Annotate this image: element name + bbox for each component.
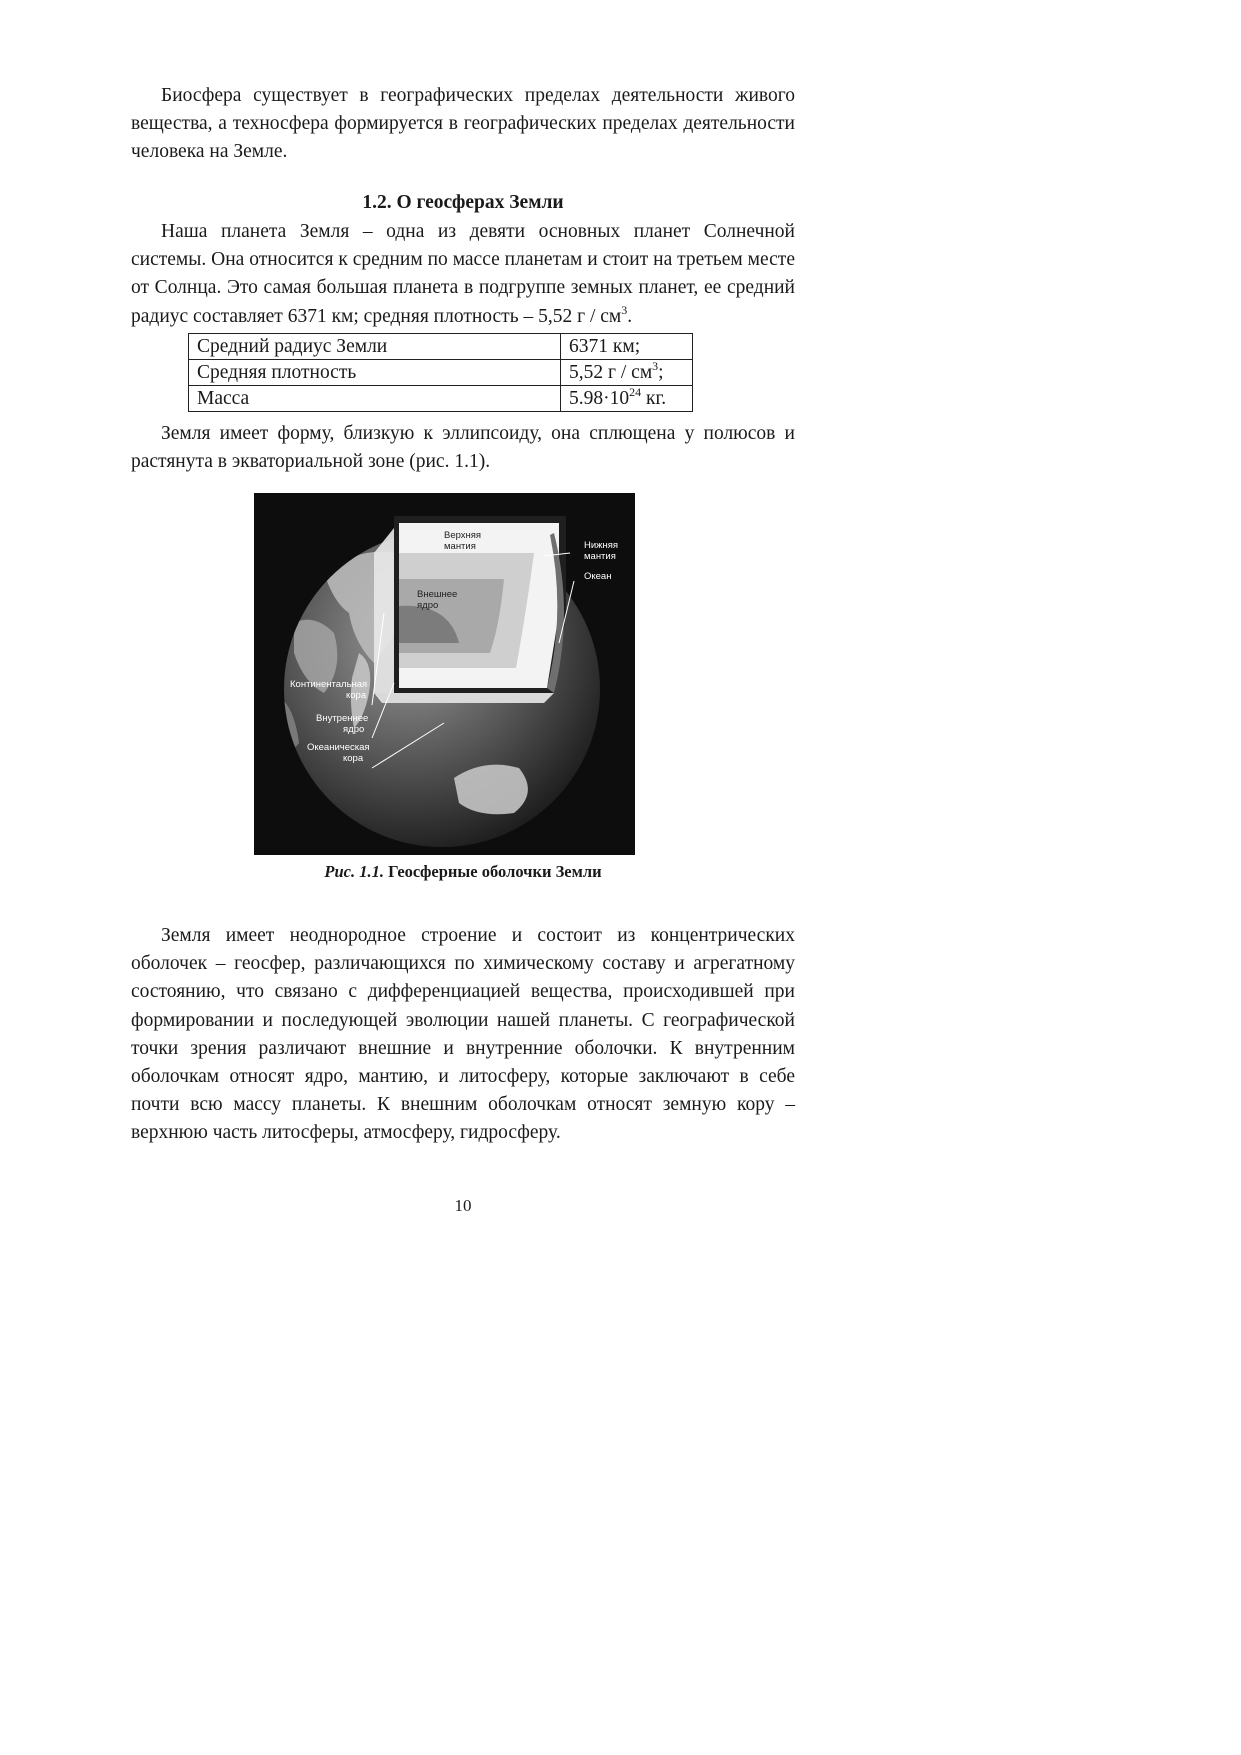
table-cell-label: Средняя плотность (189, 360, 561, 386)
caption-text: Геосферные оболочки Земли (383, 862, 602, 881)
table-value-suffix: ; (658, 362, 664, 383)
label-continental-crust-2: кора (346, 690, 367, 701)
earth-properties-table (188, 333, 693, 412)
label-oceanic-crust-2: кора (343, 753, 364, 764)
table-value-text: 5.98·10 (569, 388, 630, 409)
label-lower-mantle-1: Нижняя (584, 540, 619, 551)
label-lower-mantle-2: мантия (584, 551, 616, 562)
paragraph-shape: Земля имеет форму, близкую к эллипсоиду, она сплющена у полюсов и растянута в экваториальной зоне (рис. 1.1). (131, 423, 795, 473)
page-number: 10 (454, 1196, 472, 1215)
paragraph-structure: Земля имеет неоднородное строение и состоит из концентрических оболочек – геосфер, различающихся по химическому составу и агрегатному состоянию, что связано с дифференциацией вещества, происходившей при формировании и последующей эволюции нашей планеты. С географической точки зрения различают внешние и внутренние оболочки. К внутренним оболочкам относят ядро, мантию, и литосферу, которые заключают в себе почти всю массу планеты. К внешним оболочкам относят земную кору – верхнюю часть литосферы, атмосферу, гидросферу. (131, 925, 795, 1144)
paragraph-planet (131, 218, 795, 331)
paragraph-planet-text: Наша планета Земля – одна из девяти основных планет Солнечной системы. Она относится к средним по массе планетам и стоит на третьем месте от Солнца. Это самая большая планета в подгруппе земных планет, ее средний радиус составляет 6371 км; средняя плотность – 5,52 г / см (131, 221, 795, 327)
crust-slice-bottom (374, 693, 554, 703)
caption-label: Рис. 1.1. (324, 862, 384, 881)
label-inner-core-1: Внутреннее (316, 713, 369, 724)
earth-cutaway-illustration (254, 493, 635, 855)
label-inner-core-2: ядро (343, 724, 365, 735)
table-cell-label: Масса (189, 386, 561, 412)
table-value-sup: 3 (652, 359, 659, 373)
table-value-suffix: кг. (641, 388, 667, 409)
paragraph-planet-sup: 3 (621, 302, 628, 317)
section-heading: 1.2. О геосферах Земли (362, 192, 564, 213)
label-oceanic-crust-1: Океаническая (307, 742, 370, 753)
table-row (189, 360, 693, 386)
table-value-text: 5,52 г / см (569, 362, 653, 383)
label-ocean: Океан (584, 571, 612, 582)
earth-layers-figure (254, 493, 635, 855)
table-value-text: 6371 км; (569, 336, 641, 357)
table-cell-label: Средний радиус Земли (189, 334, 561, 360)
label-upper-mantle-2: мантия (444, 541, 476, 552)
table-value-sup: 24 (629, 385, 642, 399)
paragraph-intro: Биосфера существует в географических пределах деятельности живого вещества, а техносфера формируется в географических пределах деятельности человека на Земле. (131, 85, 795, 163)
figure-caption (131, 862, 795, 882)
table-row (189, 334, 693, 360)
label-upper-mantle-1: Верхняя (444, 530, 482, 541)
label-outer-core-2: ядро (417, 600, 439, 611)
label-outer-core-1: Внешнее (417, 589, 458, 600)
table-cell-value (561, 334, 693, 360)
table-cell-value (561, 386, 693, 412)
label-continental-crust-1: Континентальная (290, 679, 368, 690)
table-row (189, 386, 693, 412)
table-cell-value (561, 360, 693, 386)
paragraph-planet-end: . (627, 305, 633, 327)
